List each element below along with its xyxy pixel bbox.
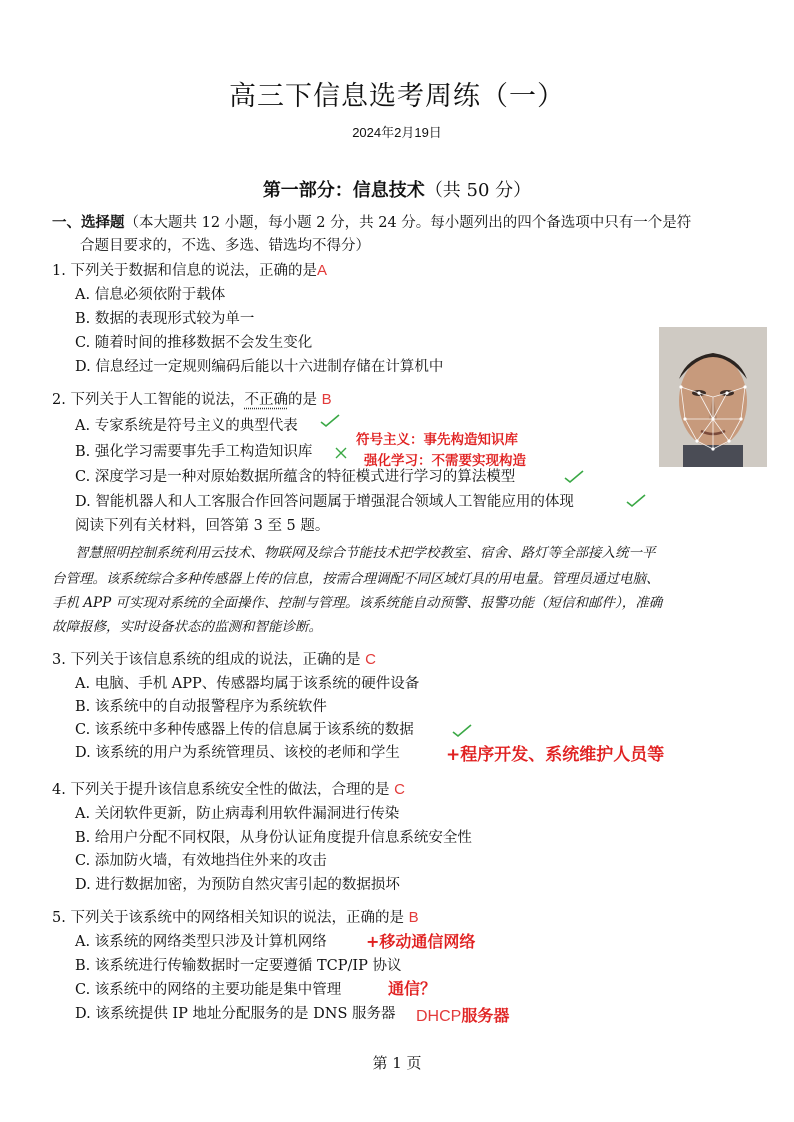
q2-option-b: B. 强化学习需要事先手工构造知识库 xyxy=(75,444,313,460)
q3-option-a: A. 电脑、手机 APP、传感器均属于该系统的硬件设备 xyxy=(75,676,420,692)
section-instructions-1: （本大题共 12 小题，每小题 2 分，共 24 分。每小题列出的四个备选项中只有一个是符 xyxy=(124,215,692,231)
q4-stem xyxy=(52,780,405,800)
q5-option-d: D. 该系统提供 IP 地址分配服务的是 DNS 服务器 xyxy=(75,1006,396,1022)
q2-note-2: 强化学习：不需要实现构造 xyxy=(364,453,526,469)
q1-stem xyxy=(52,261,327,281)
face-recognition-image xyxy=(659,327,767,467)
q2-stem-emphasis: 不正确 xyxy=(244,392,288,408)
q2-stem-post: 的是 xyxy=(287,392,317,408)
section-heading-label: 一、选择题 xyxy=(52,215,125,231)
q3-option-b: B. 该系统中的自动报警程序为系统软件 xyxy=(75,699,327,715)
q2-answer: B xyxy=(321,391,332,408)
q4-option-d: D. 进行数据加密，为预防自然灾害引起的数据损坏 xyxy=(75,877,400,893)
q1-option-c: C. 随着时间的推移数据不会发生变化 xyxy=(75,335,313,351)
part-heading-score: （共 50 分） xyxy=(424,180,532,201)
q4-option-c: C. 添加防火墙，有效地挡住外来的攻击 xyxy=(75,853,327,869)
q2-stem xyxy=(52,390,332,410)
q3-stem-text: 3. 下列关于该信息系统的组成的说法，正确的是 xyxy=(52,652,361,668)
q2-option-c: C. 深度学习是一种对原始数据所蕴含的特征模式进行学习的算法模型 xyxy=(75,469,516,485)
reading-intro: 阅读下列有关材料，回答第 3 至 5 题。 xyxy=(75,518,330,534)
q2-option-d: D. 智能机器人和人工客服合作回答问题属于增强混合领域人工智能应用的体现 xyxy=(75,494,574,510)
q3-option-c: C. 该系统中多种传感器上传的信息属于该系统的数据 xyxy=(75,722,414,738)
q1-option-b: B. 数据的表现形式较为单一 xyxy=(75,311,255,327)
q2-note-1: 符号主义：事先构造知识库 xyxy=(356,432,518,448)
q1-option-d: D. 信息经过一定规则编码后能以十六进制存储在计算机中 xyxy=(75,359,444,375)
q5-answer: B xyxy=(408,909,419,926)
q3-answer: C xyxy=(365,651,376,668)
cross-icon xyxy=(334,446,348,460)
q3-note: +程序开发、系统维护人员等 xyxy=(446,745,665,765)
q4-option-a: A. 关闭软件更新，防止病毒利用软件漏洞进行传染 xyxy=(75,806,400,822)
checkmark-icon xyxy=(320,414,340,428)
q5-stem-text: 5. 下列关于该系统中的网络相关知识的说法，正确的是 xyxy=(52,910,404,926)
reading-line-3: 手机 APP 可实现对系统的全面操作、控制与管理。该系统能自动预警、报警功能（短信和邮件），准确 xyxy=(52,595,663,611)
q5-stem xyxy=(52,908,419,928)
q4-answer: C xyxy=(394,781,405,798)
q4-stem-text: 4. 下列关于提升该信息系统安全性的做法，合理的是 xyxy=(52,782,390,798)
exam-date: 2024年2月19日 xyxy=(352,125,442,140)
q5-note-d xyxy=(416,1003,509,1026)
section-heading xyxy=(52,213,691,233)
checkmark-icon xyxy=(564,470,584,484)
q5-option-c: C. 该系统中的网络的主要功能是集中管理 xyxy=(75,982,342,998)
q2-option-a: A. 专家系统是符号主义的典型代表 xyxy=(75,418,298,434)
q1-answer: A xyxy=(316,262,327,279)
checkmark-icon xyxy=(626,494,646,508)
q2-stem-pre: 2. 下列关于人工智能的说法， xyxy=(52,392,245,408)
q1-option-a: A. 信息必须依附于载体 xyxy=(75,287,226,303)
q5-note-d-pre: DHCP xyxy=(416,1008,462,1025)
q5-note-d-post: 服务器 xyxy=(461,1006,510,1025)
checkmark-icon xyxy=(452,724,472,738)
q3-option-d: D. 该系统的用户为系统管理员、该校的老师和学生 xyxy=(75,745,400,761)
reading-line-4: 故障报修，实时设备状态的监测和智能诊断。 xyxy=(52,619,322,635)
q5-option-b: B. 该系统进行传输数据时一定要遵循 TCP/IP 协议 xyxy=(75,958,402,974)
q3-stem xyxy=(52,650,376,670)
page-number: 第 1 页 xyxy=(372,1054,422,1072)
reading-line-2: 台管理。该系统综合多种传感器上传的信息，按需合理调配不同区域灯具的用电量。管理员通过电脑、 xyxy=(52,571,660,587)
q5-note-c: 通信？ xyxy=(388,979,437,998)
part-heading xyxy=(0,176,794,202)
reading-line-1: 智慧照明控制系统利用云技术、物联网及综合节能技术把学校教室、宿舍、路灯等全部接入统一平 xyxy=(75,545,656,561)
q1-stem-text: 1. 下列关于数据和信息的说法，正确的是 xyxy=(52,263,317,279)
q5-option-a: A. 该系统的网络类型只涉及计算机网络 xyxy=(75,934,327,950)
section-instructions-2: 合题目要求的，不选、多选、错选均不得分） xyxy=(80,238,370,254)
page-title: 高三下信息选考周练（一） xyxy=(229,81,565,112)
part-heading-bold: 第一部分：信息技术 xyxy=(262,180,425,201)
q5-note-a: +移动通信网络 xyxy=(366,932,476,951)
q4-option-b: B. 给用户分配不同权限，从身份认证角度提升信息系统安全性 xyxy=(75,830,472,846)
